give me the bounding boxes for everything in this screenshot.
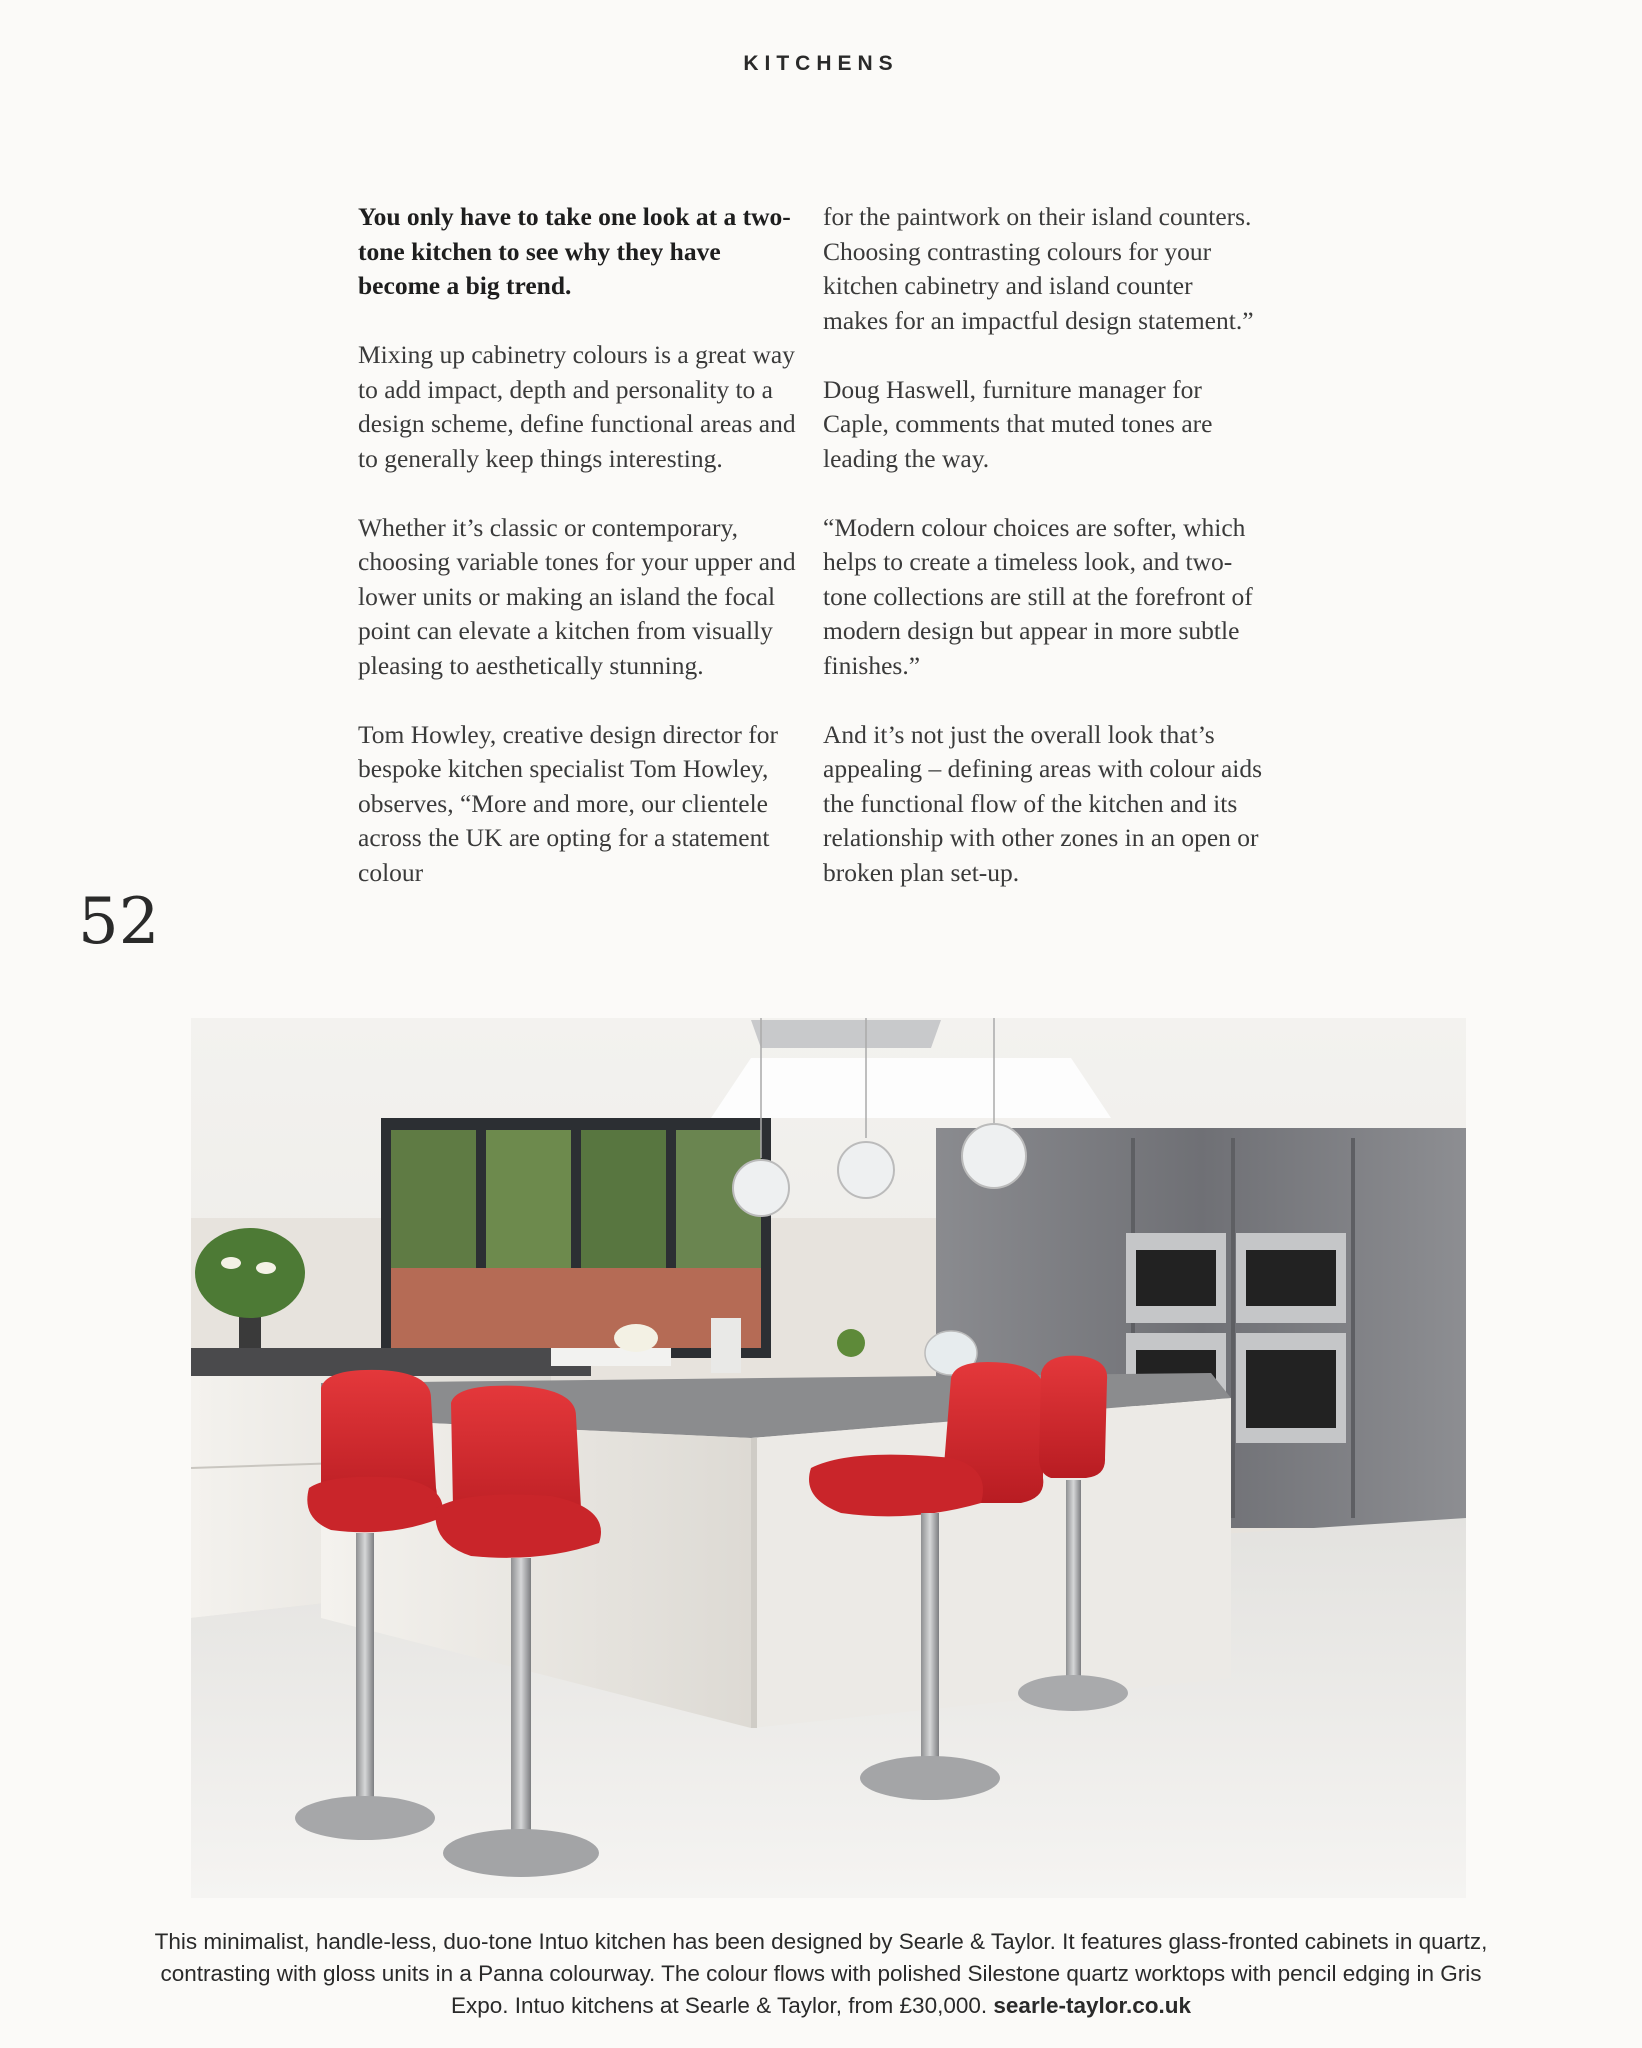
caption-url[interactable]: searle-taylor.co.uk xyxy=(993,1993,1192,2018)
section-header: KITCHENS xyxy=(743,52,899,75)
body-paragraph: Whether it’s classic or contemporary, choosing variable tones for your upper and lower units or making an island the focal point can elevate a kitchen from visually pleasing to aesthetically stunning. xyxy=(358,512,796,680)
body-paragraph: Tom Howley, creative design director for bespoke kitchen specialist Tom Howley, observes, “More and more, our clientele across the UK are opting for a statement colour xyxy=(358,719,778,887)
article-column-left xyxy=(358,200,798,925)
body-paragraph: for the paintwork on their island counters. Choosing contrasting colours for your kitchen cabinetry and island counter makes for an impactful design statement.” xyxy=(823,202,1254,335)
body-paragraph: Mixing up cabinetry colours is a great way to add impact, depth and personality to a design scheme, define functional areas and to generally keep things interesting. xyxy=(358,340,796,473)
photo-caption xyxy=(150,1926,1492,2022)
article-column-right xyxy=(823,200,1263,925)
caption-text: This minimalist, handle-less, duo-tone Intuo kitchen has been designed by Searle & Taylor. It features glass-fronted cabinets in quartz, contrasting with gloss units in a Panna colourway. The colour flows with polished Silestone quartz worktops with pencil edging in Gris Expo. Intuo kitchens at Searle & Taylor, from £30,000. xyxy=(154,1929,1488,2018)
lead-paragraph: You only have to take one look at a two-tone kitchen to see why they have become a big trend. xyxy=(358,202,791,300)
body-paragraph: “Modern colour choices are softer, which helps to create a timeless look, and two-tone collections are still at the forefront of modern design but appear in more subtle finishes.” xyxy=(823,512,1253,680)
body-paragraph: Doug Haswell, furniture manager for Caple, comments that muted tones are leading the way. xyxy=(823,374,1213,473)
body-paragraph: And it’s not just the overall look that’s appealing – defining areas with colour aids the functional flow of the kitchen and its relationship with other zones in an open or broken plan set-up. xyxy=(823,719,1263,887)
kitchen-photo xyxy=(191,1018,1466,1898)
page-number: 52 xyxy=(78,885,160,959)
